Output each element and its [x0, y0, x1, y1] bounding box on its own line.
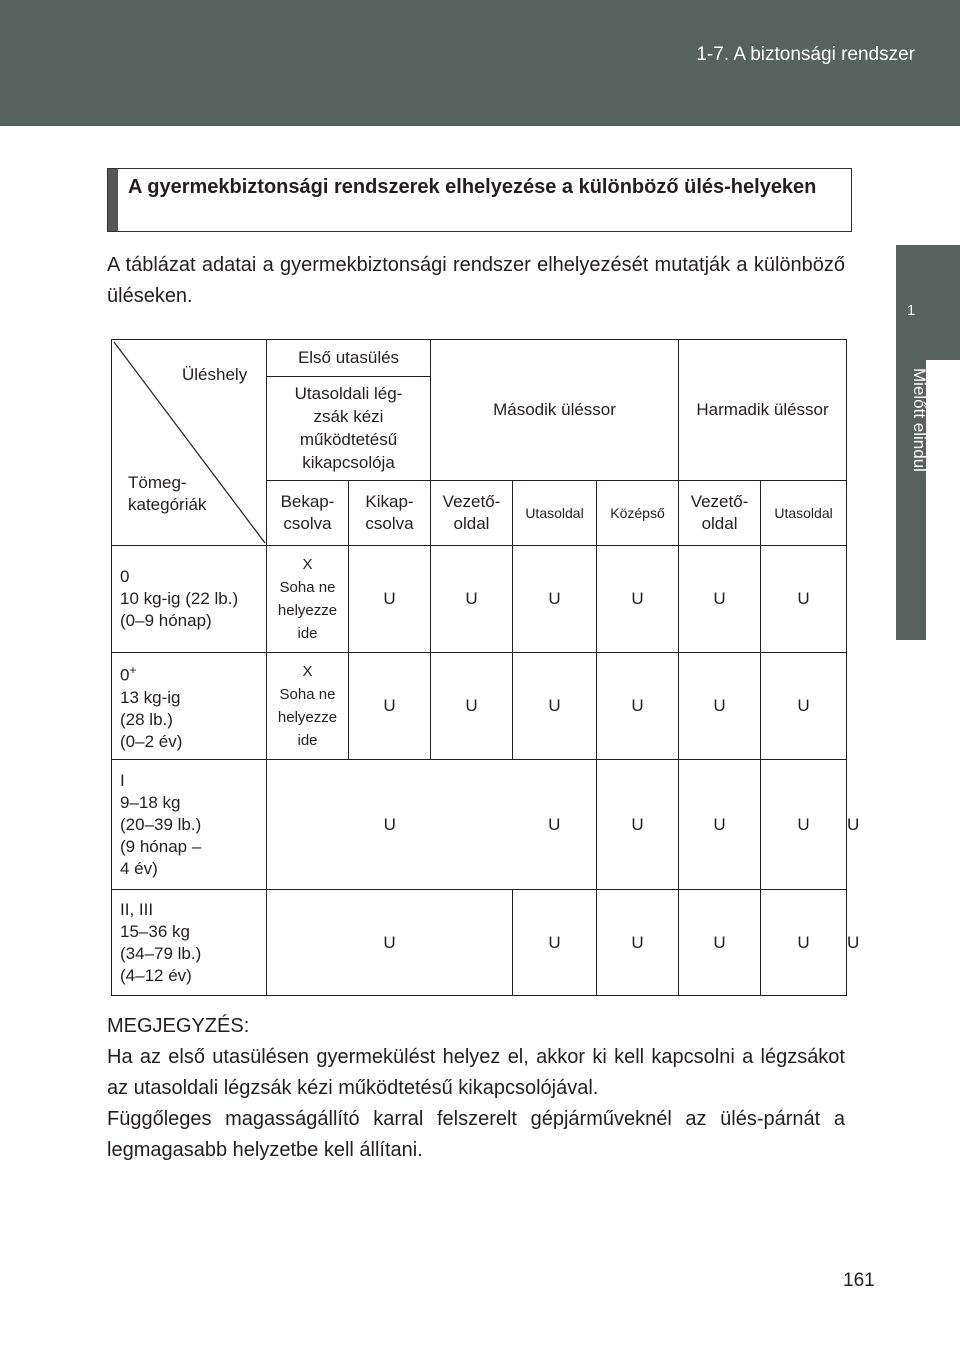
category-line: 15–36 kg	[120, 921, 190, 941]
cell-note: Soha ne helyezze ide	[277, 686, 338, 749]
page-number: 161	[843, 1270, 875, 1291]
cell: U	[513, 760, 597, 890]
sub-header: Vezető-oldal	[431, 480, 513, 545]
merged-cell: U	[267, 890, 513, 996]
section-heading-box	[107, 168, 852, 232]
category-line: (4–12 év)	[120, 965, 192, 985]
notes-heading: MEGJEGYZÉS:	[107, 1015, 250, 1037]
category-line: I	[120, 770, 125, 790]
cell-mark: X	[302, 556, 313, 573]
section-heading-bar	[108, 169, 118, 231]
corner-cell	[112, 340, 267, 546]
category-line: (9 hónap –	[120, 836, 202, 856]
cell: U	[513, 653, 597, 760]
cell: U	[679, 653, 761, 760]
header-bar	[0, 0, 960, 126]
side-tab-label: Mielőtt elindul	[910, 368, 929, 472]
notes-paragraph: Ha az első utasülésen gyermekülést helyez el, akkor ki kell kapcsolni a légzsákot az utasoldali légzsák kézi működtetésű kikapcsolójával.	[107, 1046, 845, 1099]
category-line: (20–39 lb.)	[120, 814, 202, 834]
merged-cell: U	[267, 760, 513, 890]
sub-header: Utasoldal	[513, 480, 597, 545]
cell: U	[597, 653, 679, 760]
cell: U	[597, 760, 679, 890]
cell-note: Soha ne helyezze ide	[277, 579, 338, 642]
corner-bottom-line2: kategóriák	[128, 495, 207, 514]
third-row-header: Harmadik üléssor	[679, 340, 847, 481]
table-row: II, III 15–36 kg (34–79 lb.) (4–12 év) U U U U U U	[112, 890, 847, 996]
category-line: 10 kg-ig (22 lb.)	[120, 589, 239, 608]
cell: U	[761, 760, 847, 890]
sub-header: Bekap-csolva	[267, 480, 349, 545]
category-cell	[112, 546, 267, 653]
cell: U	[431, 653, 513, 760]
cell: U	[679, 890, 761, 996]
category-line: (0–2 év)	[120, 731, 183, 751]
category-line: 9–18 kg	[120, 792, 181, 812]
category-line: (0–9 hónap)	[120, 611, 212, 630]
table-row: I 9–18 kg (20–39 lb.) (9 hónap – 4 év) U U U U U U	[112, 760, 847, 890]
category-line: 0	[120, 567, 130, 586]
category-line: (28 lb.)	[120, 709, 173, 729]
cell: U	[679, 546, 761, 653]
cell: U	[761, 653, 847, 760]
cell: U	[349, 653, 431, 760]
cell: U	[513, 546, 597, 653]
category-cell	[112, 760, 267, 890]
first-seat-cell	[267, 546, 349, 653]
sub-header: Vezető-oldal	[679, 480, 761, 545]
cell-mark: X	[302, 663, 313, 680]
cell: U	[431, 546, 513, 653]
second-row-header: Második üléssor	[431, 340, 679, 481]
category-line: 0+	[120, 663, 137, 685]
cell: U	[597, 546, 679, 653]
table-row	[112, 546, 847, 653]
cell: U	[597, 890, 679, 996]
cell: U	[761, 546, 847, 653]
notes-paragraph: Függőleges magasságállító karral felszerelt gépjárműveknél az ülés-párnát a legmagasabb helyzetbe kell állítani.	[107, 1108, 845, 1161]
seat-table	[111, 339, 860, 996]
airbag-switch-header: Utasoldali lég-zsák kézi működtetésű kikapcsolója	[267, 377, 431, 481]
corner-bottom-label	[128, 472, 206, 516]
category-cell	[112, 653, 267, 760]
corner-top-label: Üléshely	[182, 365, 248, 384]
sub-header: Utasoldal	[761, 480, 847, 545]
first-seat-header: Első utasülés	[267, 340, 431, 377]
category-line: 4 év)	[120, 858, 158, 878]
sub-header: Középső	[597, 480, 679, 545]
side-tab-number: 1	[906, 302, 916, 319]
category-line: II, III	[120, 899, 154, 919]
table-row	[112, 653, 847, 760]
cell: U	[761, 890, 847, 996]
category-cell	[112, 890, 267, 996]
category-line: (34–79 lb.)	[120, 943, 202, 963]
cell: U	[679, 760, 761, 890]
intro-paragraph: A táblázat adatai a gyermekbiztonsági rendszer elhelyezését mutatják a különböző üléseken.	[107, 254, 845, 307]
section-title: A gyermekbiztonsági rendszerek elhelyezése a különböző ülés-helyeken	[128, 176, 817, 198]
sub-header: Kikap-csolva	[349, 480, 431, 545]
chapter-title: 1-7. A biztonsági rendszer	[696, 44, 915, 65]
cell: U	[349, 546, 431, 653]
corner-bottom-line1: Tömeg-	[128, 473, 187, 492]
cell: U	[513, 890, 597, 996]
notes-section	[107, 1011, 845, 1166]
first-seat-cell	[267, 653, 349, 760]
category-line: 13 kg-ig	[120, 687, 181, 707]
